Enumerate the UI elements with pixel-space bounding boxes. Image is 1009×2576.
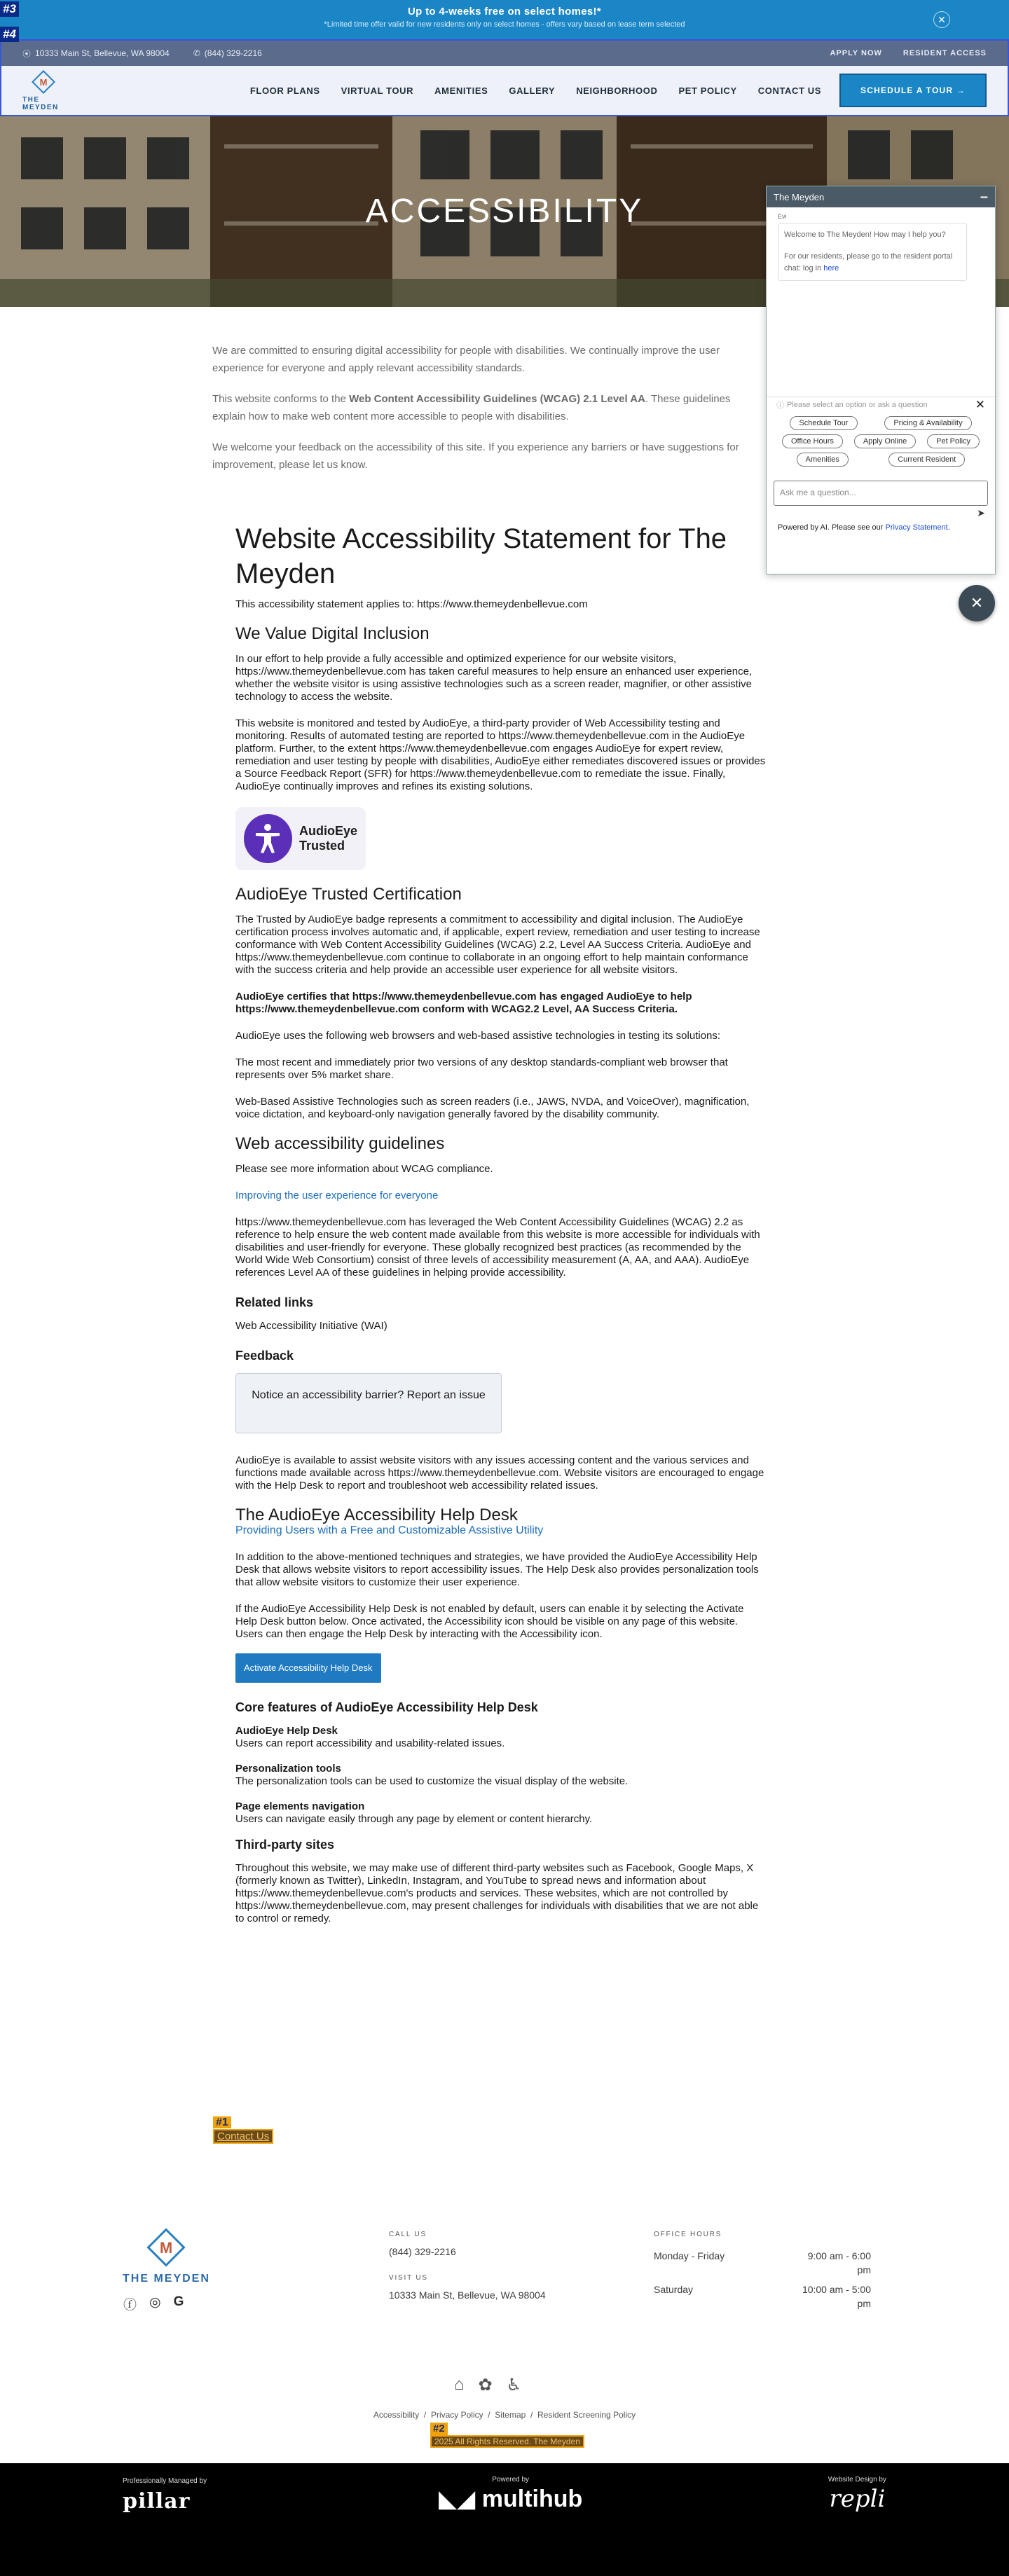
feature-desc: Users can report accessibility and usability-related issues. xyxy=(235,1737,505,1749)
visit-heading: VISIT US xyxy=(389,2274,428,2282)
improving-subheading: Improving the user experience for everyone xyxy=(235,1190,439,1201)
footer-link-privacy[interactable]: Privacy Policy xyxy=(430,2410,483,2420)
social-links xyxy=(123,2294,184,2313)
footer-logo[interactable] xyxy=(123,2226,210,2285)
main-nav xyxy=(0,66,1009,116)
heading-certification: AudioEye Trusted Certification xyxy=(235,885,462,904)
audioeye-link[interactable]: AudioEye xyxy=(422,717,468,729)
footer-links: Accessibility / Privacy Policy / Sitemap / Resident Screening Policy xyxy=(373,2410,636,2420)
chat-select-hint xyxy=(767,397,995,412)
chat-option[interactable]: Schedule Tour xyxy=(790,416,857,430)
equal-housing-icon: ⌂ xyxy=(454,2375,465,2394)
nav-gallery[interactable]: GALLERY xyxy=(509,85,556,96)
repli-logo: repli xyxy=(829,2485,886,2513)
managed-by-label: Professionally Managed by xyxy=(123,2477,207,2485)
close-icon: ✕ xyxy=(938,14,946,25)
chat-close-button[interactable] xyxy=(959,585,995,621)
feature-desc: The personalization tools can be used to customize the visual display of the website. xyxy=(235,1775,629,1787)
promo-subtitle: *Limited time offer valid for new residents only on select homes - offers vary based on lease term selected xyxy=(324,20,685,29)
multihub-logo: multihub xyxy=(481,2486,583,2512)
page-title: ACCESSIBILITY xyxy=(365,193,644,230)
badge-label: AudioEye xyxy=(298,824,357,838)
close-options-icon[interactable]: ✕ xyxy=(975,397,985,411)
copyright-marker xyxy=(430,2423,584,2448)
pet-friendly-icon: ✿ xyxy=(478,2376,493,2395)
powered-by-label: Powered by xyxy=(492,2476,530,2484)
monitored-text: , a third-party provider of Web Accessibility testing and monitoring. Results of automated testing are reported to https://www.themeydenbellevue.com in the AudioEye platform. Further, to the extent https://www.themeydenbellevue.com engages AudioEye for expert review, remediation and user testing by people with disabilities, AudioEye either remediates discovered issues or provides a Source Feedback Report (SFR) for https://www.themeydenbellevue.com to remediate the issue. Finally, AudioEye continually improves and refines its existing solutions. xyxy=(235,717,766,792)
heading-guidelines: Web accessibility guidelines xyxy=(235,1134,445,1153)
feature-title: Personalization tools xyxy=(235,1763,341,1775)
intro-section xyxy=(212,342,759,474)
assistive-paragraph: Web-Based Assistive Technologies such as screen readers (i.e., JAWS, NVDA, and VoiceOver), magnification, voice dictation, and keyboard-only navigation generally favored by the disability community. xyxy=(235,1096,750,1120)
chat-messages xyxy=(767,207,995,397)
helpdesk-paragraph: If the AudioEye Accessibility Help Desk is not enabled by default, users can enable it by selecting the Activate Help Desk button below. Once activated, the Accessibility icon should be visible on any page of this website. Users can then engage the Help Desk by interacting with the Accessibility icon. xyxy=(235,1603,744,1640)
management-credit[interactable] xyxy=(123,2477,207,2514)
intro-text: . These guidelines explain how to make web content more accessible to people with disabilities. xyxy=(212,393,731,422)
call-heading: CALL US xyxy=(389,2231,427,2238)
leveraged-paragraph: https://www.themeydenbellevue.com has leveraged the Web Content Accessibility Guidelines (WCAG) 2.2 as reference to help ensure the web content made available from this website is more accessible for individuals with disabilities and user-friendly for everyone. These globally recognized best practices (as recommended by the World Wide Web Consortium) consist of three levels of accessibility measurement (A, AA, and AAA). AudioEye references Level AA of these guidelines in helping provide accessibility. xyxy=(235,1216,760,1279)
chat-option[interactable]: Apply Online xyxy=(854,434,916,448)
chat-options xyxy=(767,412,995,471)
nav-floor-plans[interactable]: FLOOR PLANS xyxy=(249,85,320,96)
nav-neighborhood[interactable]: NEIGHBORHOOD xyxy=(576,85,658,96)
feature-item xyxy=(235,1800,768,1826)
hours-day: Saturday xyxy=(654,2284,694,2295)
footer-hours xyxy=(654,2228,871,2310)
wcag-highlight: Web Content Accessibility Guidelines (WCAG) 2.1 Level AA xyxy=(349,393,645,405)
chat-message-text: Welcome to The Meyden! How may I help you? xyxy=(784,230,946,239)
resident-access-link[interactable]: RESIDENT ACCESS xyxy=(902,49,987,57)
chat-option[interactable]: Amenities xyxy=(797,453,849,467)
available-paragraph: AudioEye is available to assist website visitors with any issues accessing content and the various services and functions made available across https://www.themeydenbellevue.com. Website visitors are encouraged to engage with the Help Desk to report and troubleshoot web accessibility related issues. xyxy=(235,1454,764,1492)
copyright-text: 2025 All Rights Reserved. The Meyden xyxy=(430,2435,584,2448)
privacy-statement-link[interactable]: Privacy Statement xyxy=(885,523,948,532)
schedule-tour-button[interactable]: SCHEDULE A TOUR → xyxy=(839,74,987,107)
compliance-icons xyxy=(454,2375,521,2395)
nav-pet-policy[interactable]: PET POLICY xyxy=(678,85,737,96)
info-icon: ⓘ xyxy=(776,401,784,410)
promo-title: Up to 4-weeks free on select homes!* xyxy=(408,6,601,18)
inclusion-paragraph: In our effort to help provide a fully accessible and optimized experience for our website visitors, https://www.themeydenbellevue.com has taken careful measures to help ensure an enhanced user experience, whether the website visitor is using assistive technologies such as a screen reader, magnifier, or other assistive technology to access the website. xyxy=(235,653,753,703)
see-more-text: Please see more information about xyxy=(235,1163,401,1175)
third-party-paragraph: Throughout this website, we may make use of different third-party websites such as Facebook, Google Maps, X (formerly known as Twitter), LinkedIn, Instagram, and YouTube to spread news and information about https://www.themeydenbellevue.com's products and services. These websites, which are not controlled by https://www.themeydenbellevue.com, may present challenges for individuals with disabilities that we are not able to control or remedy. xyxy=(235,1862,759,1924)
send-icon[interactable]: ➤ xyxy=(977,507,985,518)
audioeye-trusted-badge[interactable] xyxy=(235,807,366,870)
marker-tag-2: #2 xyxy=(430,2423,448,2435)
credits-bar xyxy=(0,2463,1009,2576)
report-issue-box xyxy=(235,1373,502,1433)
helpdesk-paragraph: In addition to the above-mentioned techniques and strategies, we have provided the AudioEye Accessibility Help Desk that allows website visitors to report accessibility issues. The Help Desk also provides personalization tools that allow website visitors to customize their user experience. xyxy=(235,1551,759,1588)
footer-phone-link[interactable]: (844) 329-2216 xyxy=(389,2246,456,2257)
design-by-label: Website Design by xyxy=(828,2476,886,2484)
marker-tag-4: #4 xyxy=(0,27,19,42)
nav-contact-us[interactable]: CONTACT US xyxy=(757,85,822,96)
report-issue-link[interactable]: Report an issue xyxy=(406,1389,486,1401)
select-hint-text: Please select an option or ask a question xyxy=(787,400,928,409)
instagram-icon[interactable]: ◎ xyxy=(149,2295,161,2310)
monitored-paragraph xyxy=(235,717,768,793)
accessibility-statement xyxy=(235,521,768,1925)
chat-option[interactable]: Office Hours xyxy=(782,434,843,448)
chat-option[interactable]: Pricing & Availability xyxy=(884,416,971,430)
footer-address-link[interactable]: 10333 Main St, Bellevue, WA 98004 xyxy=(389,2289,546,2301)
uses-paragraph: AudioEye uses the following web browsers and web-based assistive technologies in testing its solutions: xyxy=(235,1030,721,1042)
pillar-logo: pillar xyxy=(123,2489,191,2514)
nav-virtual-tour[interactable]: VIRTUAL TOUR xyxy=(341,85,414,96)
address-link[interactable]: 10333 Main St, Bellevue, WA 98004 xyxy=(35,48,170,58)
heading-inclusion: We Value Digital Inclusion xyxy=(235,624,430,643)
heading-core-features: Core features of AudioEye Accessibility Help Desk xyxy=(235,1700,538,1714)
hours-day: Monday - Friday xyxy=(654,2250,725,2261)
heading-third-party: Third-party sites xyxy=(235,1838,335,1852)
chat-input[interactable]: Ask me a question... xyxy=(774,481,988,506)
feature-title: Page elements navigation xyxy=(235,1800,365,1812)
see-more-text: . xyxy=(490,1163,493,1175)
statement-title: Website Accessibility Statement for The Meyden xyxy=(235,523,727,589)
powered-credit[interactable] xyxy=(439,2476,582,2513)
powered-text: Powered by AI. Please see our xyxy=(778,523,886,532)
see-more-paragraph xyxy=(235,1163,768,1176)
intro-paragraph xyxy=(212,390,759,425)
wai-link[interactable]: Web Accessibility Initiative (WAI) xyxy=(235,1320,387,1332)
hours-time: 10:00 am - 5:00 pm xyxy=(802,2284,871,2309)
chat-header xyxy=(767,186,995,207)
marker-tag-3: #3 xyxy=(0,1,19,17)
certification-paragraph: The Trusted by AudioEye badge represents a commitment to accessibility and digital inclusion. The AudioEye certification process involves automatic and, if applicable, expert review, remediation and user testing to increase conformance with Web Content Accessibility Guidelines (WCAG) 2.2, Level AA Success Criteria. AudioEye and https://www.themeydenbellevue.com continue to collaborate in an ongoing effort to help maintain conformance with the success criteria and help provide an accessible user experience for all website visitors. xyxy=(235,914,760,976)
chat-message xyxy=(778,223,967,281)
accessibility-person-icon xyxy=(244,814,292,863)
chat-message-text: For our residents, please go to the resident portal chat: log in xyxy=(784,252,953,273)
hours-heading: OFFICE HOURS xyxy=(654,2231,722,2238)
heading-helpdesk: The AudioEye Accessibility Help Desk xyxy=(235,1506,518,1524)
footer-contact xyxy=(389,2228,546,2302)
wcag-compliance-link[interactable]: WCAG compliance xyxy=(401,1163,490,1175)
applies-text: This accessibility statement applies to: https://www.themeydenbellevue.com xyxy=(235,598,588,610)
helpdesk-subheading: Providing Users with a Free and Customizable Assistive Utility xyxy=(235,1524,544,1536)
resident-portal-link[interactable]: here xyxy=(823,264,839,273)
badge-label: Trusted xyxy=(298,839,345,853)
close-icon: ✕ xyxy=(970,594,984,612)
chat-sender: Evi xyxy=(778,213,787,220)
design-credit[interactable] xyxy=(828,2476,886,2513)
brand-logo[interactable] xyxy=(22,70,64,111)
phone-link[interactable]: (844) 329-2216 xyxy=(204,48,262,58)
footer-link-screening[interactable]: Resident Screening Policy xyxy=(537,2410,636,2420)
footer-link-sitemap[interactable]: Sitemap xyxy=(495,2410,526,2420)
phone-icon: ✆ xyxy=(193,48,200,58)
meyden-logo-icon xyxy=(145,2226,187,2268)
nav-amenities[interactable]: AMENITIES xyxy=(434,85,488,96)
feature-item xyxy=(235,1763,768,1788)
brand-name: THE MEYDEN xyxy=(22,95,59,111)
svg-text:M: M xyxy=(160,2239,173,2257)
activate-helpdesk-button[interactable]: Activate Accessibility Help Desk xyxy=(235,1653,381,1683)
facebook-icon[interactable]: ⓕ xyxy=(123,2298,137,2313)
footer-link-accessibility[interactable]: Accessibility xyxy=(373,2410,420,2420)
powered-text: . xyxy=(947,523,950,532)
svg-text:M: M xyxy=(39,76,48,88)
chat-option[interactable]: Pet Policy xyxy=(927,434,980,448)
heading-feedback: Feedback xyxy=(235,1349,294,1363)
footer-brand-name: THE MEYDEN xyxy=(123,2273,210,2285)
chat-title: The Meyden xyxy=(774,191,825,202)
chat-widget xyxy=(766,186,996,574)
intro-paragraph: We welcome your feedback on the accessibility of this site. If you experience any barriers or have suggestions for improvement, please let us know. xyxy=(212,441,739,471)
intro-paragraph: We are committed to ensuring digital accessibility for people with disabilities. We continually improve the user experience for everyone and apply relevant accessibility standards. xyxy=(212,345,720,374)
multihub-icon: ◣◢ xyxy=(439,2486,476,2512)
minimize-icon[interactable]: – xyxy=(980,188,988,205)
accessibility-icon: ♿ xyxy=(506,2376,522,2395)
intro-text: This website conforms to the xyxy=(212,393,350,405)
chat-option[interactable]: Current Resident xyxy=(888,453,965,467)
meyden-logo-icon xyxy=(32,70,55,94)
promo-banner xyxy=(0,0,1009,39)
apply-now-link[interactable]: APPLY NOW xyxy=(830,49,882,57)
browsers-paragraph: The most recent and immediately prior two versions of any desktop standards-compliant web browser that represents over 5% market share. xyxy=(235,1056,728,1081)
location-pin-icon: ⦿ xyxy=(22,48,32,59)
feature-desc: Users can navigate easily through any page by element or content hierarchy. xyxy=(235,1813,593,1825)
contact-us-marker xyxy=(213,2116,273,2144)
google-icon[interactable]: G xyxy=(173,2294,184,2309)
certifies-paragraph: AudioEye certifies that https://www.themeydenbellevue.com has engaged AudioEye to help https://www.themeydenbellevue.com conform with WCAG2.2 Level, AA Success Criteria. xyxy=(235,991,692,1015)
feature-title: AudioEye Help Desk xyxy=(235,1725,338,1737)
nav-menu xyxy=(250,85,821,96)
marker-tag-1: #1 xyxy=(213,2116,231,2128)
footer xyxy=(0,2207,1009,2459)
contact-us-link[interactable]: Contact Us xyxy=(213,2129,273,2144)
hours-time: 9:00 am - 6:00 pm xyxy=(807,2250,871,2275)
report-text: Notice an accessibility barrier? xyxy=(252,1389,407,1401)
monitored-text: This website is monitored and tested by xyxy=(235,717,423,729)
chat-powered-by xyxy=(767,519,995,536)
feature-item xyxy=(235,1725,768,1750)
utility-bar xyxy=(0,39,1009,66)
heading-related: Related links xyxy=(235,1295,314,1309)
promo-close-button[interactable] xyxy=(933,11,950,28)
